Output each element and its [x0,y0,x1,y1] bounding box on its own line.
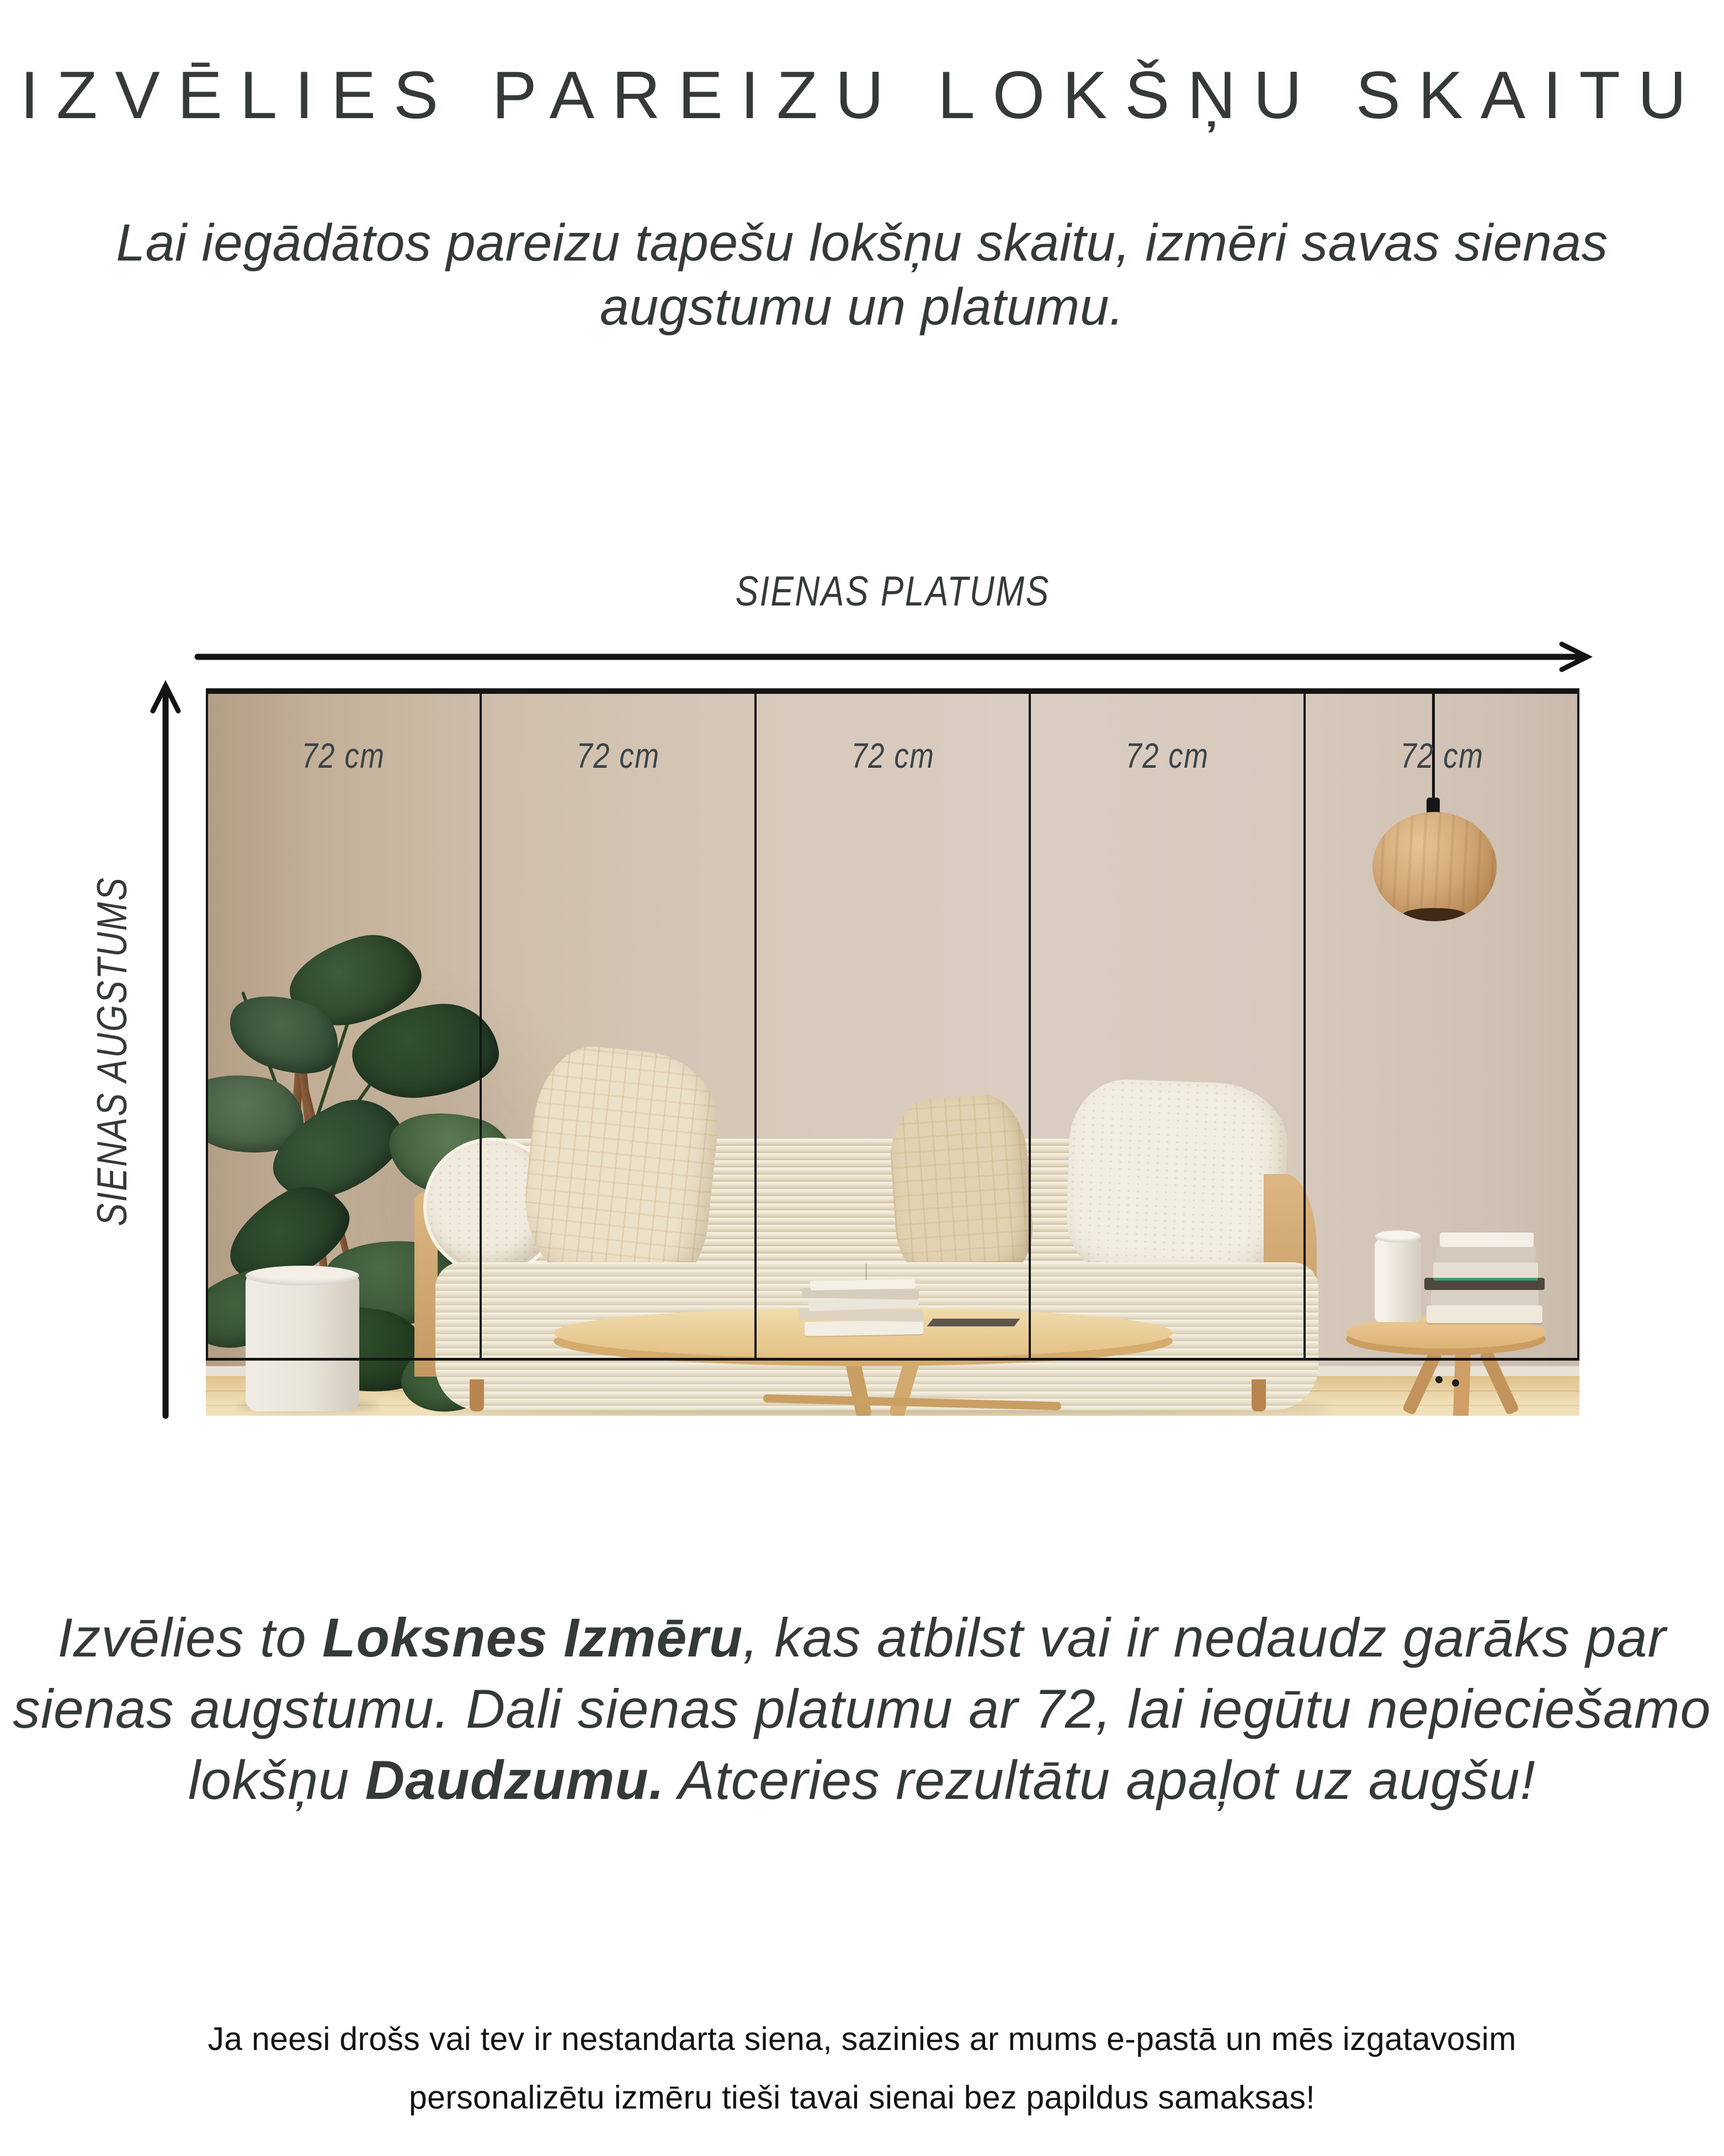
leg-bolt [1452,1379,1459,1387]
book [1433,1262,1538,1281]
grid-divider [480,688,482,1361]
vase [1375,1235,1421,1322]
grid-left-edge [206,688,208,1361]
sheet-width-label: 72 cm [576,736,660,776]
instruction-line-2: sienas augstumu. Dali sienas platumu ar 72, lai iegūtu nepieciešamo [13,1678,1711,1739]
tablet [927,1319,1020,1326]
intro-text-line-1: Lai iegādātos pareizu tapešu lokšņu skaitu, izmēri savas sienas [116,214,1608,272]
instruction-paragraph [0,1602,1724,1815]
footer-note-line-1: Ja neesi drošs vai tev ir nestandarta siena, sazinies ar mums e-pastā un mēs izgatavosim [207,2021,1517,2057]
instruction-line-3: lokšņu Daudzumu. Atceries rezultātu apaļot uz augšu! [188,1749,1536,1810]
sofa-pillow-middle [887,1092,1036,1283]
sofa-pillow-right [1065,1077,1289,1287]
grid-divider [754,688,757,1361]
grid-right-edge [1577,688,1579,1361]
wall-height-label: SIENAS AUGSTUMS [89,877,136,1226]
wall-width-label: SIENAS PLATUMS [735,568,1050,615]
sofa-leg [1252,1379,1266,1411]
sheet-width-label: 72 cm [1400,736,1484,776]
book [805,1320,923,1336]
book [1427,1305,1542,1323]
grid-top-border [206,688,1579,694]
intro-text [0,211,1724,339]
vase-rim [1375,1230,1421,1242]
footer-note-line-2: personalizētu izmēru tieši tavai sienai bez papildus samaksas! [409,2079,1315,2116]
sofa-pillow-left [517,1041,726,1294]
lamp-opening [1403,908,1466,921]
intro-text-line-2: augstumu un platumu. [599,278,1125,336]
lamp-shade [1372,812,1497,921]
page-title: IZVĒLIES PAREIZU LOKŠŅU SKAITU [20,57,1704,132]
book [1436,1247,1536,1262]
book [1431,1290,1539,1305]
leg-bolt [1435,1376,1443,1383]
room-photo [206,688,1579,1416]
width-arrow-icon [196,639,1593,675]
sheet-width-label: 72 cm [301,736,385,776]
sheet-width-label: 72 cm [851,736,935,776]
plant-pot [246,1273,359,1411]
plant-pot-rim [246,1266,359,1286]
grid-divider [1303,688,1306,1361]
lamp-wood-grain [1372,812,1497,921]
grid-bottom-line [206,1358,1579,1361]
sofa-leg [470,1379,484,1411]
grid-divider [1029,688,1031,1361]
book [810,1279,915,1290]
instruction-line-1: Izvēlies to Loksnes Izmēru, kas atbilst vai ir nedaudz garāks par [57,1607,1667,1668]
height-arrow-icon [148,671,183,1417]
book [1440,1233,1534,1247]
sheet-width-label: 72 cm [1125,736,1209,776]
